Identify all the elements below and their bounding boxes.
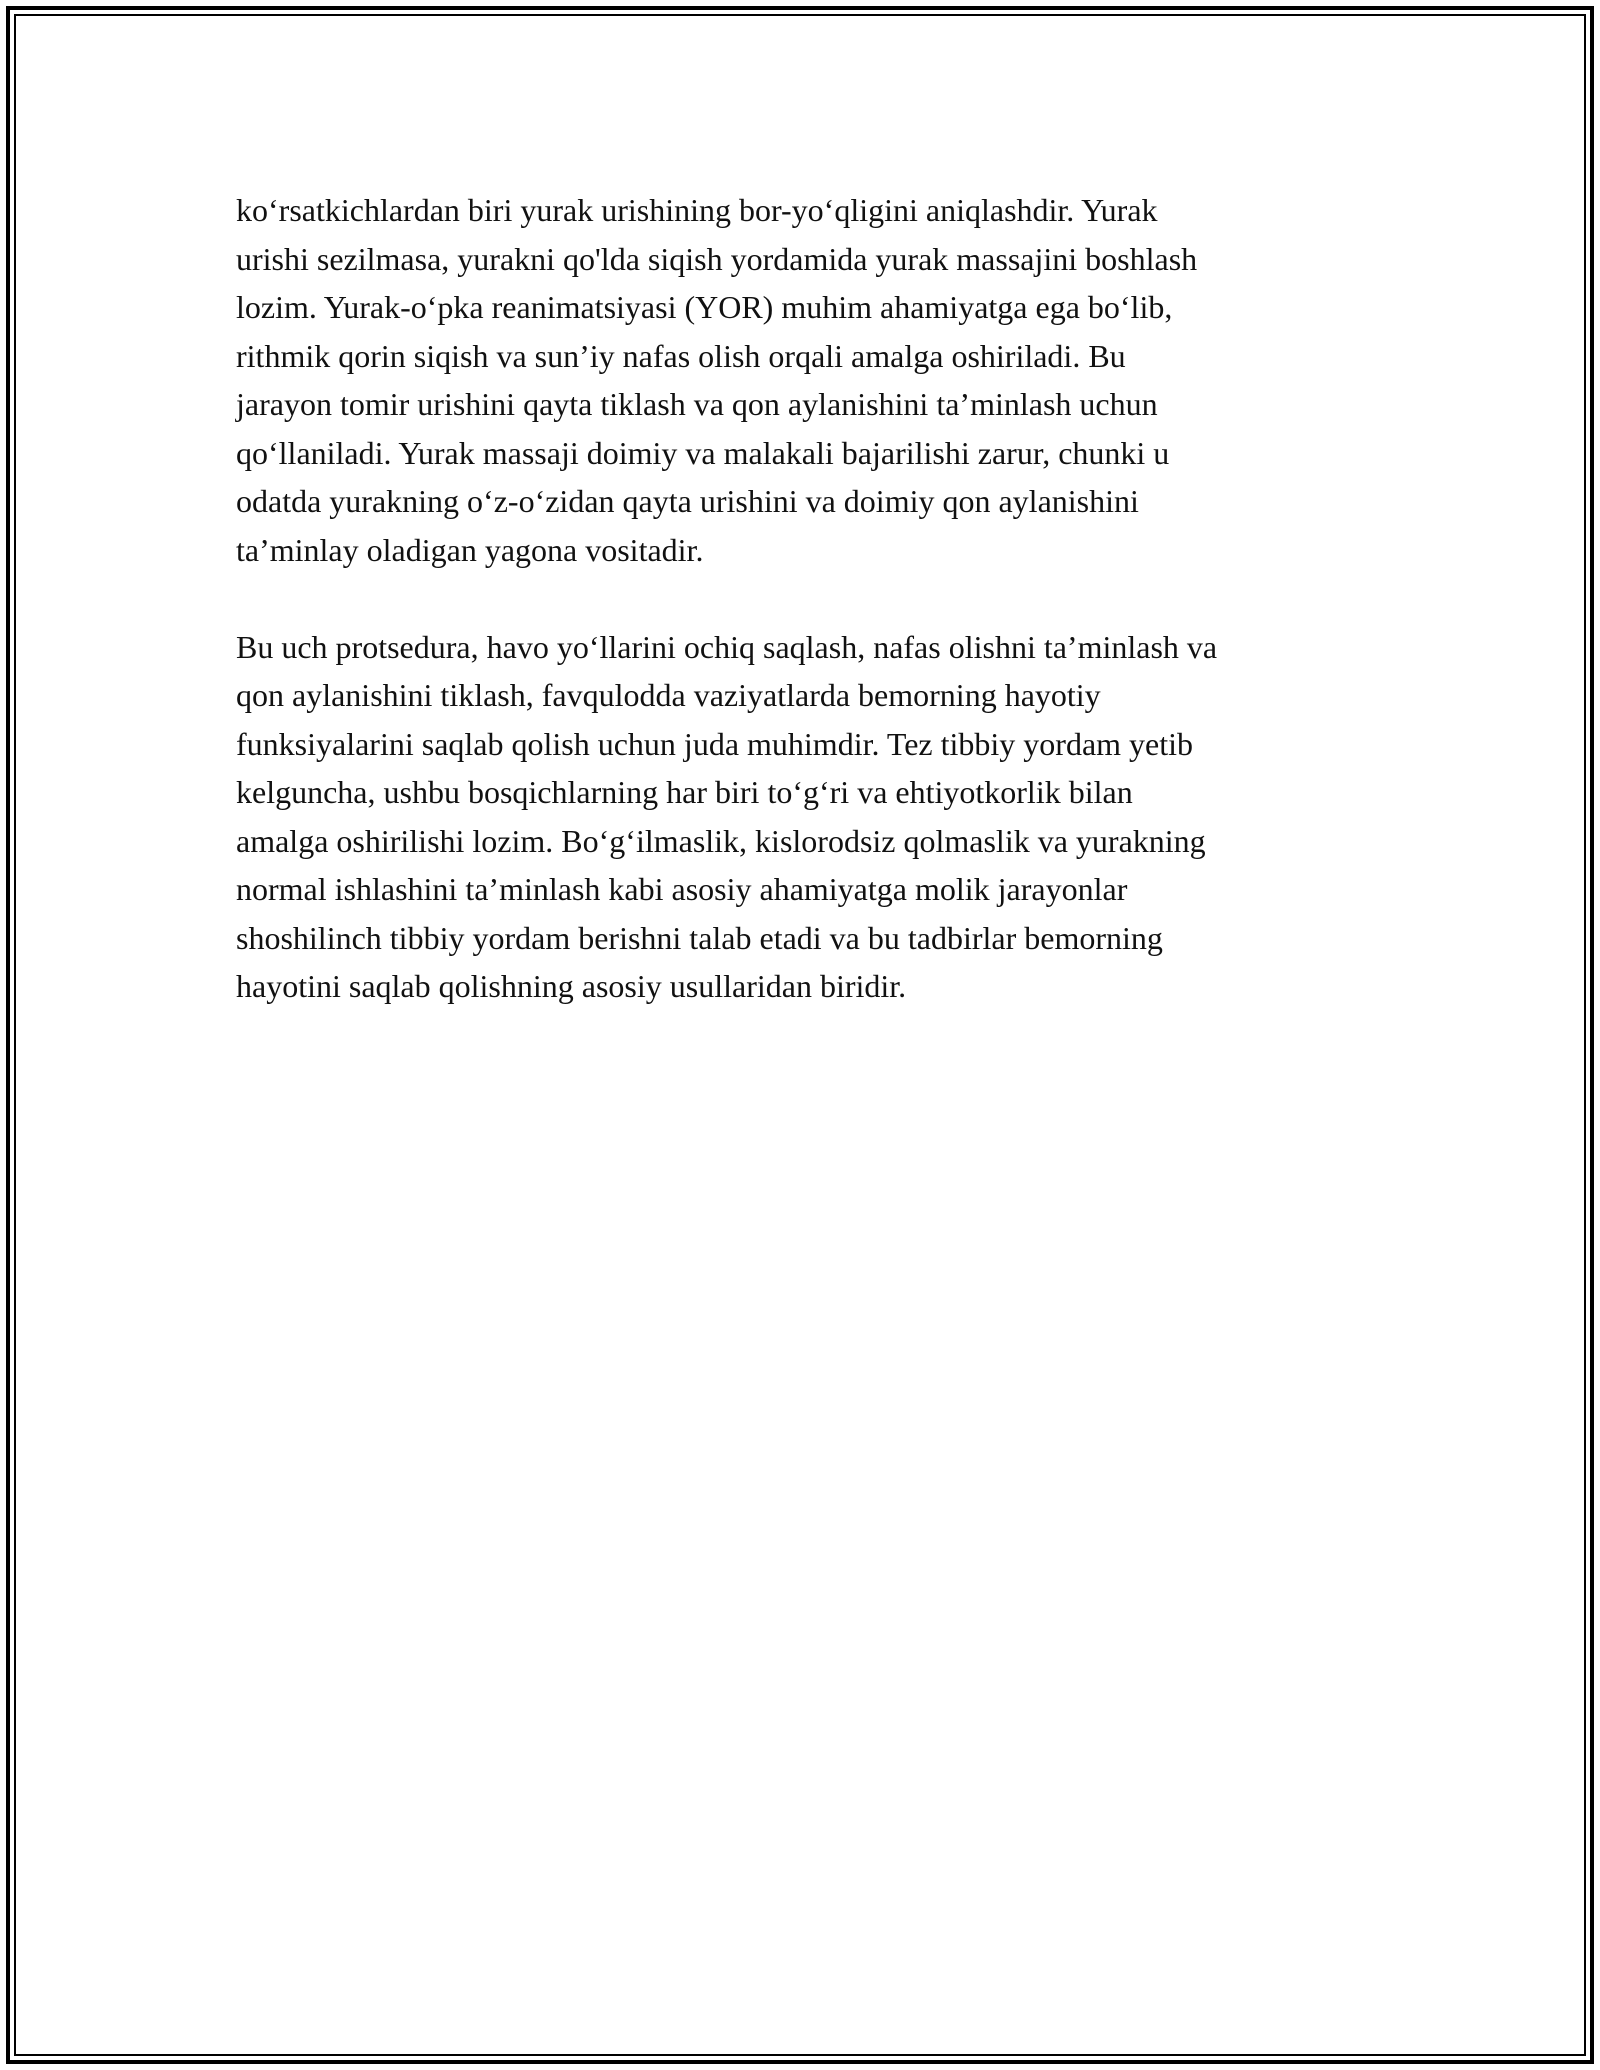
paragraph-three-procedures: Bu uch protsedura, havo yo‘llarini ochiq saqlash, nafas olishni ta’minlash va qon aylanishini tiklash, favqulodda vaziyatlarda bemorning hayotiy funksiyalarini saqlab qolish uchun juda muhimdir. Tez tibbiy yordam yetib kelguncha, ushbu bosqichlarning har biri to‘g‘ri va ehtiyotkorlik bilan amalga oshirilishi lozim. Bo‘g‘ilmaslik, kislorodsiz qolmaslik va yurakning normal ishlashini ta’minlash kabi asosiy ahamiyatga molik jarayonlar shoshilinch tibbiy yordam berishni talab etadi va bu tadbirlar bemorning hayotini saqlab qolishning asosiy usullaridan biridir. [236, 628, 1218, 1004]
paragraph-cardiac-massage: ko‘rsatkichlardan biri yurak urishining bor-yo‘qligini aniqlashdir. Yurak urishi sezilmasa, yurakni qo'lda siqish yordamida yurak massajini boshlash lozim. Yurak-o‘pka reanimatsiyasi (YOR) muhim ahamiyatga ega bo‘lib, rithmik qorin siqish va sun’iy nafas olish orqali amalga oshiriladi. Bu jarayon tomir urishini qayta tiklash va qon aylanishini ta’minlash uchun qo‘llaniladi. Yurak massaji doimiy va malakali bajarilishi zarur, chunki u odatda yurakning o‘z-o‘zidan qayta urishini va doimiy qon aylanishini ta’minlay oladigan yagona vositadir. [236, 192, 1198, 568]
document-body [236, 186, 1366, 1011]
